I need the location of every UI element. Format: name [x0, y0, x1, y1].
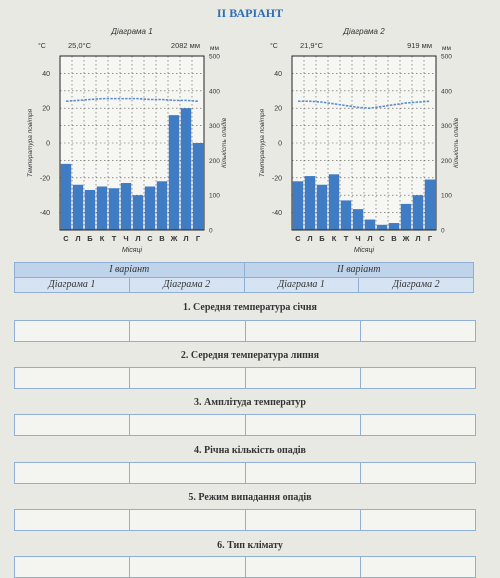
precipitation-bar [121, 183, 131, 230]
left-tick-label: 40 [274, 70, 282, 78]
precipitation-bar [413, 195, 423, 230]
answer-cell[interactable] [130, 321, 245, 341]
answer-cell[interactable] [130, 368, 245, 388]
answer-cell[interactable] [130, 463, 245, 483]
month-label: Л [415, 234, 421, 243]
answer-cell[interactable] [15, 557, 130, 577]
answer-cell[interactable] [246, 510, 361, 530]
precipitation-bar [317, 185, 327, 230]
precipitation-bar [109, 188, 119, 230]
month-label: Л [307, 234, 313, 243]
answer-cell[interactable] [246, 321, 361, 341]
left-tick-label: -20 [271, 175, 282, 183]
answer-cell[interactable] [246, 557, 361, 577]
precipitation-bar [389, 223, 399, 230]
right-tick-label: 200 [209, 157, 220, 165]
climate-chart-svg [252, 22, 482, 257]
answer-cell[interactable] [130, 510, 245, 530]
left-tick-label: 40 [42, 70, 50, 78]
climate-chart-1 [20, 22, 250, 257]
month-label: С [295, 234, 301, 243]
right-unit-label: мм [442, 45, 451, 52]
question-3: 3. Амплітуда температур [194, 397, 306, 408]
answer-cell[interactable] [15, 463, 130, 483]
right-unit-label: мм [210, 45, 219, 52]
month-label: Т [111, 234, 117, 243]
left-tick-label: 20 [274, 105, 282, 113]
precipitation-bar [181, 108, 191, 230]
variant-title: II ВАРІАНТ [216, 6, 284, 20]
left-tick-label: -40 [39, 210, 50, 218]
x-axis-label: Місяці [353, 247, 375, 254]
answer-cell[interactable] [361, 557, 475, 577]
answer-row-6 [14, 556, 476, 578]
precipitation-bar [365, 220, 375, 230]
precipitation-bar [329, 174, 339, 230]
answer-cell[interactable] [15, 510, 130, 530]
answer-row-4 [14, 462, 476, 484]
answer-cell[interactable] [130, 557, 245, 577]
y-right-axis-label: Кількість опадів [453, 118, 460, 168]
y-left-axis-label: Температура повітря [259, 108, 266, 178]
right-tick-label: 200 [441, 157, 452, 165]
month-label: Л [135, 234, 141, 243]
subheader-v1-diagram-1: Діаграма 1 [15, 278, 130, 292]
month-label: Б [319, 234, 325, 243]
answer-cell[interactable] [130, 415, 245, 435]
month-label: Г [195, 234, 201, 243]
right-tick-label: 400 [441, 88, 452, 96]
answer-cell[interactable] [361, 368, 475, 388]
left-unit-label: °C [270, 43, 278, 50]
precipitation-bar [341, 200, 351, 230]
right-tick-label: 400 [209, 88, 220, 96]
precipitation-bar [169, 115, 179, 230]
answers-table-header [14, 262, 474, 293]
month-label: С [379, 234, 385, 243]
answer-cell[interactable] [361, 415, 475, 435]
month-label: Ж [170, 234, 178, 243]
precipitation-bar [97, 187, 107, 231]
left-tick-label: 20 [42, 105, 50, 113]
month-label: Ж [402, 234, 410, 243]
left-tick-label: -20 [39, 175, 50, 183]
variant-2-header: ІІ варіант [337, 264, 381, 275]
answer-row-1 [14, 320, 476, 342]
right-tick-label: 0 [441, 227, 445, 235]
month-label: С [147, 234, 153, 243]
question-6: 6. Тип клімату [217, 540, 283, 551]
right-tick-label: 300 [209, 123, 220, 131]
left-unit-label: °C [38, 43, 46, 50]
y-right-axis-label: Кількість опадів [221, 118, 228, 168]
temp-annotation: 25,0°C [68, 41, 92, 50]
month-label: Ч [355, 234, 361, 243]
month-label: В [159, 234, 165, 243]
precipitation-bar [193, 143, 203, 230]
precipitation-bar [61, 164, 71, 230]
subheader-v1-diagram-2: Діаграма 2 [130, 278, 245, 292]
month-label: Г [427, 234, 433, 243]
x-axis-label: Місяці [121, 247, 143, 254]
month-label: Ч [123, 234, 129, 243]
answer-cell[interactable] [15, 368, 130, 388]
answer-row-2 [14, 367, 476, 389]
precipitation-bar [401, 204, 411, 230]
precipitation-bar [377, 225, 387, 230]
month-label: С [63, 234, 69, 243]
left-tick-label: 0 [46, 140, 50, 148]
subheader-v2-diagram-2: Діаграма 2 [392, 279, 440, 290]
question-2: 2. Середня температура липня [180, 350, 320, 361]
right-tick-label: 100 [441, 192, 452, 200]
temp-annotation: 21,9°C [300, 41, 324, 50]
answer-cell[interactable] [246, 368, 361, 388]
chart-title: Діаграма 1 [111, 27, 153, 36]
month-label: Т [343, 234, 349, 243]
right-tick-label: 500 [441, 53, 452, 61]
precip-annotation: 2082 мм [170, 41, 200, 50]
right-tick-label: 300 [441, 123, 452, 131]
subheader-v2-diagram-1: Діаграма 1 [245, 278, 360, 292]
precipitation-bar [73, 185, 83, 230]
precipitation-bar [85, 190, 95, 230]
month-label: Л [75, 234, 81, 243]
answer-cell[interactable] [361, 510, 475, 530]
precipitation-bar [157, 181, 167, 230]
precipitation-bar [425, 180, 435, 230]
question-4: 4. Річна кількість опадів [194, 445, 306, 456]
answer-cell[interactable] [246, 463, 361, 483]
month-label: Б [87, 234, 93, 243]
y-left-axis-label: Температура повітря [27, 108, 34, 178]
precip-annotation: 919 мм [407, 41, 432, 50]
precipitation-bar [305, 176, 315, 230]
precipitation-bar [293, 181, 303, 230]
answer-cell[interactable] [15, 321, 130, 341]
climate-chart-2 [252, 22, 482, 257]
month-label: К [99, 234, 105, 243]
month-label: Л [367, 234, 373, 243]
precipitation-bar [133, 195, 143, 230]
right-tick-label: 0 [209, 227, 213, 235]
precipitation-bar [353, 209, 363, 230]
question-1: 1. Середня температура січня [183, 302, 317, 313]
right-tick-label: 100 [209, 192, 220, 200]
right-tick-label: 500 [209, 53, 220, 61]
left-tick-label: 0 [278, 140, 282, 148]
precipitation-bar [145, 187, 155, 231]
month-label: К [331, 234, 337, 243]
question-5: 5. Режим випадання опадів [188, 492, 312, 503]
answer-cell[interactable] [246, 415, 361, 435]
answer-cell[interactable] [15, 415, 130, 435]
climate-chart-svg [20, 22, 250, 257]
answer-cell[interactable] [361, 321, 475, 341]
month-label: В [391, 234, 397, 243]
answer-cell[interactable] [361, 463, 475, 483]
left-tick-label: -40 [271, 210, 282, 218]
chart-title: Діаграма 2 [343, 27, 385, 36]
variant-1-header: І варіант [15, 263, 245, 277]
answer-row-5 [14, 509, 476, 531]
answer-row-3 [14, 414, 476, 436]
month-label: Л [183, 234, 189, 243]
